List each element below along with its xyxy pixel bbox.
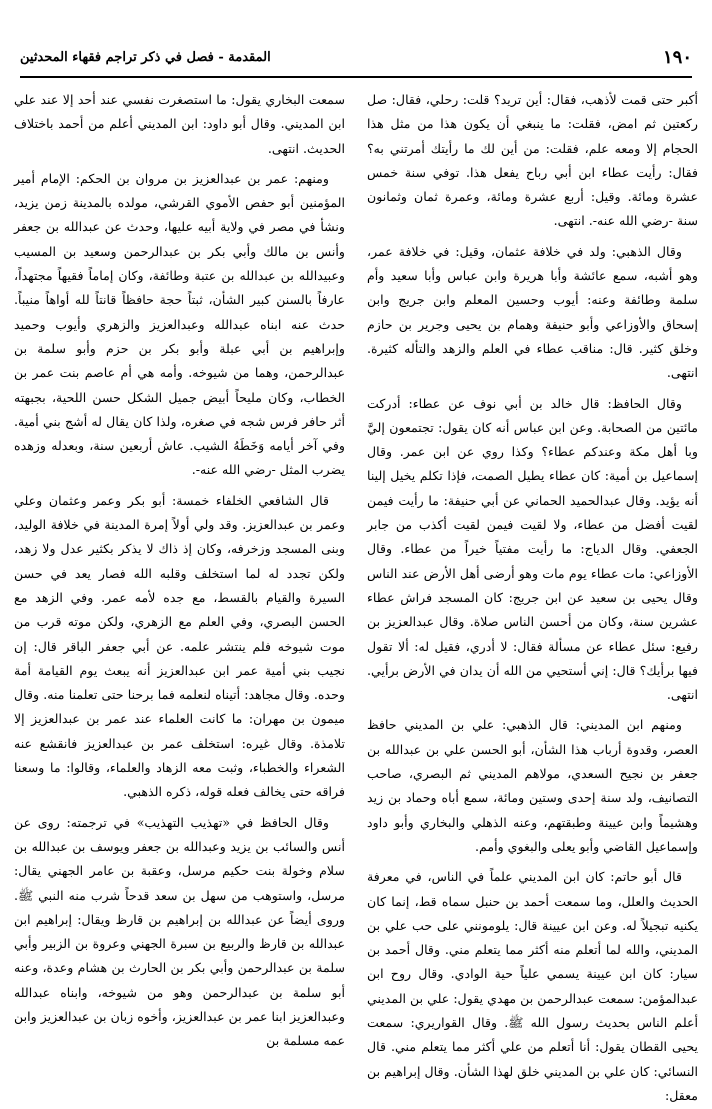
page-header: [20, 40, 692, 74]
paragraph: وقال الحافظ في «تهذيب التهذيب» في ترجمته: روى عن أنس والسائب بن يزيد وعبدالله بن جعفر ويوسف بن عبدالله بن سلام وخولة بنت حكيم مرسل، وعقبة بن عامر الجهني يقال: مرسل، واستوهب من سهل بن سعد قدحاً شرب منه النبي ﷺ. وروى أيضاً عن عبدالله بن إبراهيم بن قارظ ويقال: إبراهيم ابن عبدالله بن قارظ والربيع بن سبرة الجهني وعروة بن الزبير وأبي سلمة بن عبدالرحمن وأبي بكر بن الحارث بن هشام وعدة، وعنه أبو سلمة بن عبدالرحمن وهو من شيوخه، وابناه عبدالله وعبدالعزيز ابنا عمر بن عبدالعزيز، وأخوه زبان بن عبدالعزيز وابن عمه مسلمة بن: [14, 814, 345, 1049]
paragraph: أكبر حتى قمت لأذهب، فقال: أين تريد؟ قلت: رحلي، فقال: صل ركعتين ثم امض، فقلت: ما ينبغي أن يكون هذا من مثل هذا الحجام إلا ومعه علم، فقلت: من أين لك ما رأيتك أمرتني به؟ فقال: رأيت عطاء ابن أبي رباح يفعل هذا. توفي سنة خمس عشرة ومائة. وقيل: أربع عشرة ومائة، وعمرة ثمان وثمانون سنة -رضي الله عنه-. انتهى.: [367, 92, 698, 229]
paragraph: ومنهم: عمر بن عبدالعزيز بن مروان بن الحكم: الإمام أمير المؤمنين أبو حفص الأموي القرشي، مولده بالمدينة زمن يزيد، ونشأ في مصر في ولاية أبيه عليها، وحدث عن عبدالله بن جعفر وأنس بن مالك وأبي بكر بن عبدالرحمن وسعيد بن المسيب وعبيدالله بن عبدالله بن عتبة وطائفة، وكان إماماً فقيهاً مجتهداً، عارفاً بالسنن كبير الشأن، ثبتاً حجة حافظاً قانتاً لله أواهاً منيباً. حدث عنه ابناه عبدالله وعبدالعزيز والزهري وأيوب وحميد وإبراهيم بن أبي عبلة وأبو بكر بن حزم وأبو سلمة بن عبدالرحمن، وهما من شيوخه. وأمه هي أم عاصم بنت عمر بن الخطاب، وكان مليحاً أبيض جميل الشكل حسن اللحية، بجبهته أثر حافر فرس شجه في صغره، ولذا كان يقال له أشج بني أمية. وفي آخر أيامه وَخَطَهُ الشيب. عاش أربعين سنة، وبعدله وزهده يضرب المثل -رضي الله عنه-.: [14, 170, 345, 478]
header-rule: [20, 76, 692, 78]
left-column: [14, 88, 345, 1091]
paragraph: وقال الذهبي: ولد في خلافة عثمان، وقيل: في خلافة عمر، وهو أشبه، سمع عائشة وأبا هريرة وابن عباس وأبا سعيد وأم سلمة وطائفة وعنه: أيوب وحسين المعلم وابن جريج وابن إسحاق والأوزاعي وأبو حنيفة وهمام بن يحيى وجرير بن حازم وخلق كثير. قال: مناقب عطاء في العلم والزهد والتأله كثيرة. انتهى.: [367, 243, 698, 381]
paragraph: ومنهم ابن المديني: قال الذهبي: علي بن المديني حافظ العصر، وقدوة أرباب هذا الشأن، أبو الحسن علي بن عبدالله بن جعفر بن نجيح السعدي، مولاهم المديني ثم البصري، صاحب التصانيف، ولد سنة إحدى وستين ومائة، سمع أباه وحماد بن زيد وهشيماً وابن عيينة وطبقتهم، وعنه الذهلي والبخاري وأبو داود وإسماعيل القاضي وأبو يعلى والبغوي وأمم.: [367, 717, 698, 854]
paragraph: سمعت البخاري يقول: ما استصغرت نفسي عند أحد إلا عند علي ابن المديني. وقال أبو داود: ابن المديني أعلم من أحمد باختلاف الحديث. انتهى.: [14, 92, 345, 156]
paragraph: وقال الحافظ: قال خالد بن أبي نوف عن عطاء: أدركت مائتين من الصحابة. وعن ابن عباس أنه كان يقول: تجتمعون إليَّ وبا أهل مكة وعندكم عطاء؟ وكذا روي عن ابن عمر. وقال إسماعيل بن أمية: كان عطاء يطيل الصمت، فإذا تكلم يخيل إلينا أنه يؤيد. وقال عبدالحميد الحماني عن أبي حنيفة: ما رأيت فيمن لقيت أفضل من عطاء، ولا لقيت فيمن لقيت أكذب من جابر الجعفي. وقال الدياج: ما رأيت مفتياً خيراً من عطاء. وقال الأوزاعي: مات عطاء يوم مات وهو أرضى أهل الأرض عند الناس وقال يحيى بن سعيد عن ابن جريج: كان المسجد فراش عطاء عشرين سنة، وكان من أحسن الناس صلاة. وقال عبدالعزيز بن رفيع: سئل عطاء عن مسألة فقال: لا أدري، فقيل له: ألا تقول فيها برأيك؟ قال: إني أستحيي من الله أن يدان في الأرض برأيي. انتهى.: [367, 395, 698, 703]
page-number: ١٩٠: [662, 46, 692, 68]
right-column: [367, 88, 698, 1103]
running-title: المقدمة - فصل في ذكر تراجم فقهاء المحدثين: [20, 49, 271, 65]
paragraph: قال أبو حاتم: كان ابن المديني علماً في الناس، في معرفة الحديث والعلل، وما سمعت أحمد بن حنبل سماه قط، إنما كان يكنيه تبجيلاً له. وعن ابن عيينة قال: يلومونني على حب علي بن المديني، والله لما أتعلم منه أكثر مما يتعلم مني. وقال أحمد بن سيار: كان ابن عيينة يسمي علياً حية الوادي. وقال روح ابن عبدالمؤمن: سمعت عبدالرحمن بن مهدي يقول: علي بن المديني أعلم الناس بحديث رسول الله ﷺ. وقال القواريري: سمعت يحيى القطان يقول: أنا أتعلم من علي أكثر مما يتعلم مني. قال النسائي: كان علي بن المديني خلق لهذا الشأن. وقال إبراهيم بن معقل:: [367, 869, 698, 1103]
text-columns: [14, 88, 698, 1103]
paragraph: قال الشافعي الخلفاء خمسة: أبو بكر وعمر وعثمان وعلي وعمر بن عبدالعزيز. وقد ولي أولاً إمرة المدينة في خلافة الوليد، وبنى المسجد وزخرفه، وكان إذ ذاك لا يذكر بكثير عدل ولا زهد، ولكن تجدد له لما استخلف وقلبه الله فصار يعد في حسن السيرة والقيام بالقسط، مع جده لأمه عمر. وفي الزهد مع الحسن البصري، وفي العلم مع الزهري، ولكن موته قرب من موت شيوخه فلم ينتشر علمه. عن أبي جعفر الباقر قال: إن نجيب بني أمية عمر ابن عبدالعزيز أنه يبعث يوم القيامة أمة وحده. وقال مجاهد: أتيناه لنعلمه فما برحنا حتى تعلمنا منه. وقال ميمون بن مهران: ما كانت العلماء عند عمر بن عبدالعزيز إلا تلامذة. وقال غيره: استخلف عمر بن عبدالعزيز فانقشع عنه الشعراء والخطباء، وثبت معه الزهاد والعلماء، وقالوا: ما وسعنا فراقه حتى يخالف فعله قوله، ذكره الذهبي.: [14, 492, 345, 800]
